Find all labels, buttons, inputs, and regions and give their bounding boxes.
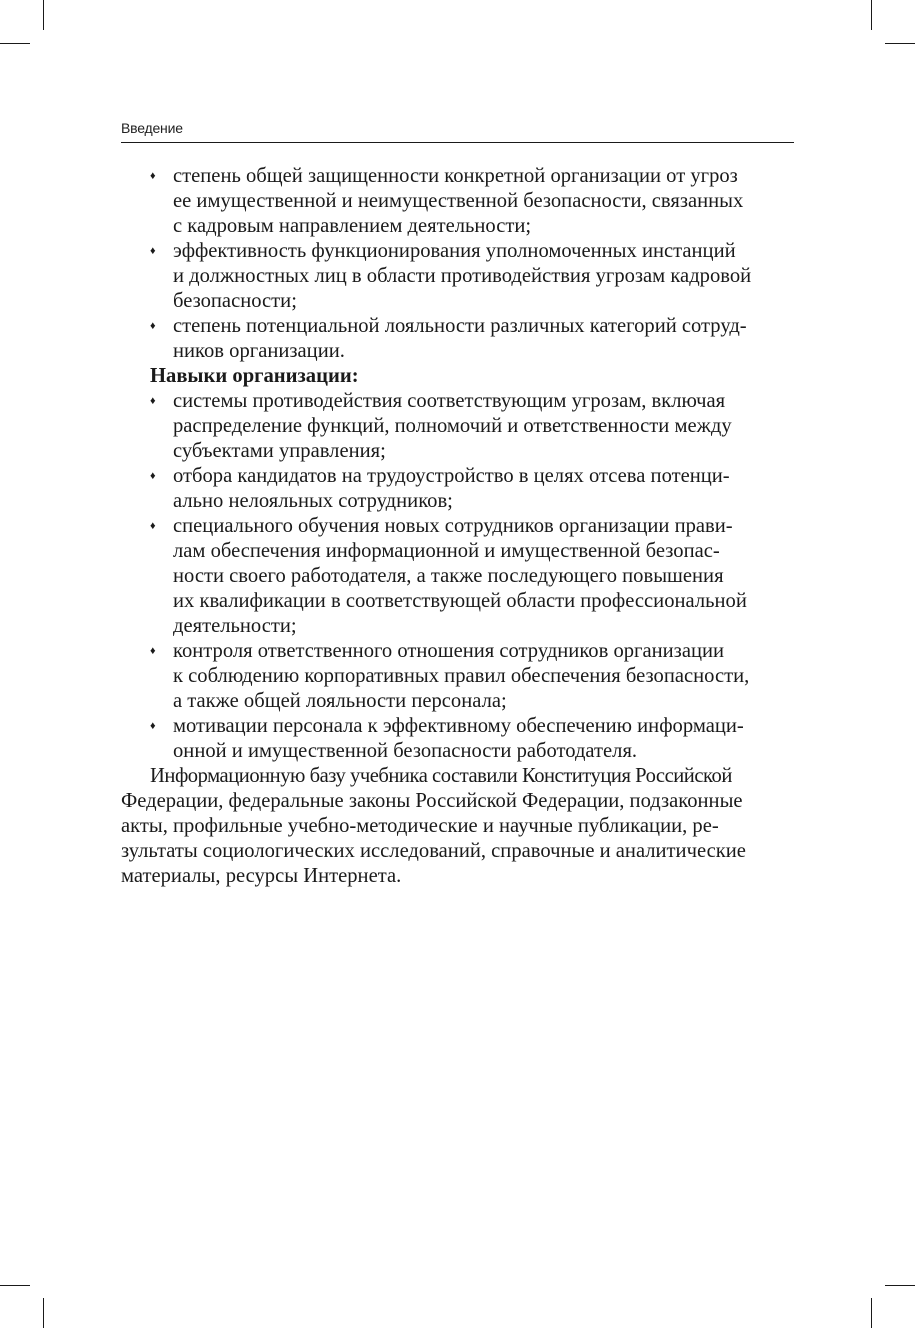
diamond-bullet-icon: ♦ — [150, 645, 156, 657]
crop-mark-top-left-horizontal — [0, 43, 30, 44]
list-item-line: степень общей защищенности конкретной организации от угроз — [173, 165, 738, 187]
list-item-line: эффективность функционирования уполномоченных инстанций — [173, 240, 736, 262]
list-item-line: ности своего работодателя, а также последующего повышения — [173, 565, 724, 587]
list-item-line: степень потенциальной лояльности различных категорий сотруд- — [173, 315, 747, 337]
list-item-line: отбора кандидатов на трудоустройство в целях отсева потенци- — [173, 465, 730, 487]
list-item-line: ально нелояльных сотрудников; — [173, 490, 453, 512]
list-item-line: ее имущественной и неимущественной безопасности, связанных — [173, 190, 744, 212]
list-item-line: системы противодействия соответствующим угрозам, включая — [173, 390, 726, 412]
list-item-line: распределение функций, полномочий и ответственности между — [173, 415, 732, 437]
paragraph-line: материалы, ресурсы Интернета. — [121, 865, 402, 887]
list-item-line: субъектами управления; — [173, 440, 386, 462]
list-item — [121, 389, 794, 464]
list-item — [121, 164, 794, 239]
list-item — [121, 464, 794, 514]
crop-mark-bottom-right-horizontal — [885, 1285, 915, 1286]
list-item-line: онной и имущественной безопасности работодателя. — [173, 740, 638, 762]
diamond-bullet-icon: ♦ — [150, 470, 156, 482]
crop-mark-top-right-vertical — [871, 0, 872, 30]
section-subheading: Навыки организации: — [150, 365, 359, 387]
crop-mark-bottom-left-horizontal — [0, 1285, 30, 1286]
list-item-line: а также общей лояльности персонала; — [173, 690, 507, 712]
bullet-list-assessment — [121, 164, 794, 364]
crop-mark-bottom-left-vertical — [43, 1298, 44, 1328]
bullet-list-skills — [121, 389, 794, 764]
list-item — [121, 714, 794, 764]
header-rule — [121, 142, 794, 143]
list-item-line: ников организации. — [173, 340, 345, 362]
diamond-bullet-icon: ♦ — [150, 520, 156, 532]
list-item-line: деятельности; — [173, 615, 297, 637]
body-paragraph — [121, 764, 794, 889]
list-item-line: мотивации персонала к эффективному обеспечению информаци- — [173, 715, 744, 737]
list-item-line: лам обеспечения информационной и имущественной безопас- — [173, 540, 720, 562]
list-item — [121, 639, 794, 714]
list-item-line: и должностных лиц в области противодействия угрозам кадровой — [173, 265, 752, 287]
crop-mark-top-left-vertical — [43, 0, 44, 30]
list-item-line: специального обучения новых сотрудников организации прави- — [173, 515, 733, 537]
diamond-bullet-icon: ♦ — [150, 320, 156, 332]
diamond-bullet-icon: ♦ — [150, 170, 156, 182]
paragraph-line: Федерации, федеральные законы Российской Федерации, подзаконные — [121, 790, 743, 812]
list-item — [121, 314, 794, 364]
page-body — [121, 164, 794, 889]
list-item — [121, 239, 794, 314]
paragraph-line: зультаты социологических исследований, справочные и аналитические — [121, 840, 746, 862]
diamond-bullet-icon: ♦ — [150, 395, 156, 407]
list-item-line: с кадровым направлением деятельности; — [173, 215, 532, 237]
list-item-line: к соблюдению корпоративных правил обеспечения безопасности, — [173, 665, 750, 687]
diamond-bullet-icon: ♦ — [150, 720, 156, 732]
paragraph-line: акты, профильные учебно-методические и научные публикации, ре- — [121, 815, 719, 837]
list-item — [121, 514, 794, 639]
list-item-line: их квалификации в соответствующей области профессиональной — [173, 590, 747, 612]
diamond-bullet-icon: ♦ — [150, 245, 156, 257]
paragraph-line: Информационную базу учебника составили Конституция Российской — [150, 765, 732, 787]
crop-mark-top-right-horizontal — [885, 43, 915, 44]
crop-mark-bottom-right-vertical — [871, 1298, 872, 1328]
list-item-line: безопасности; — [173, 290, 297, 312]
running-head: Введение — [121, 120, 183, 136]
list-item-line: контроля ответственного отношения сотрудников организации — [173, 640, 725, 662]
